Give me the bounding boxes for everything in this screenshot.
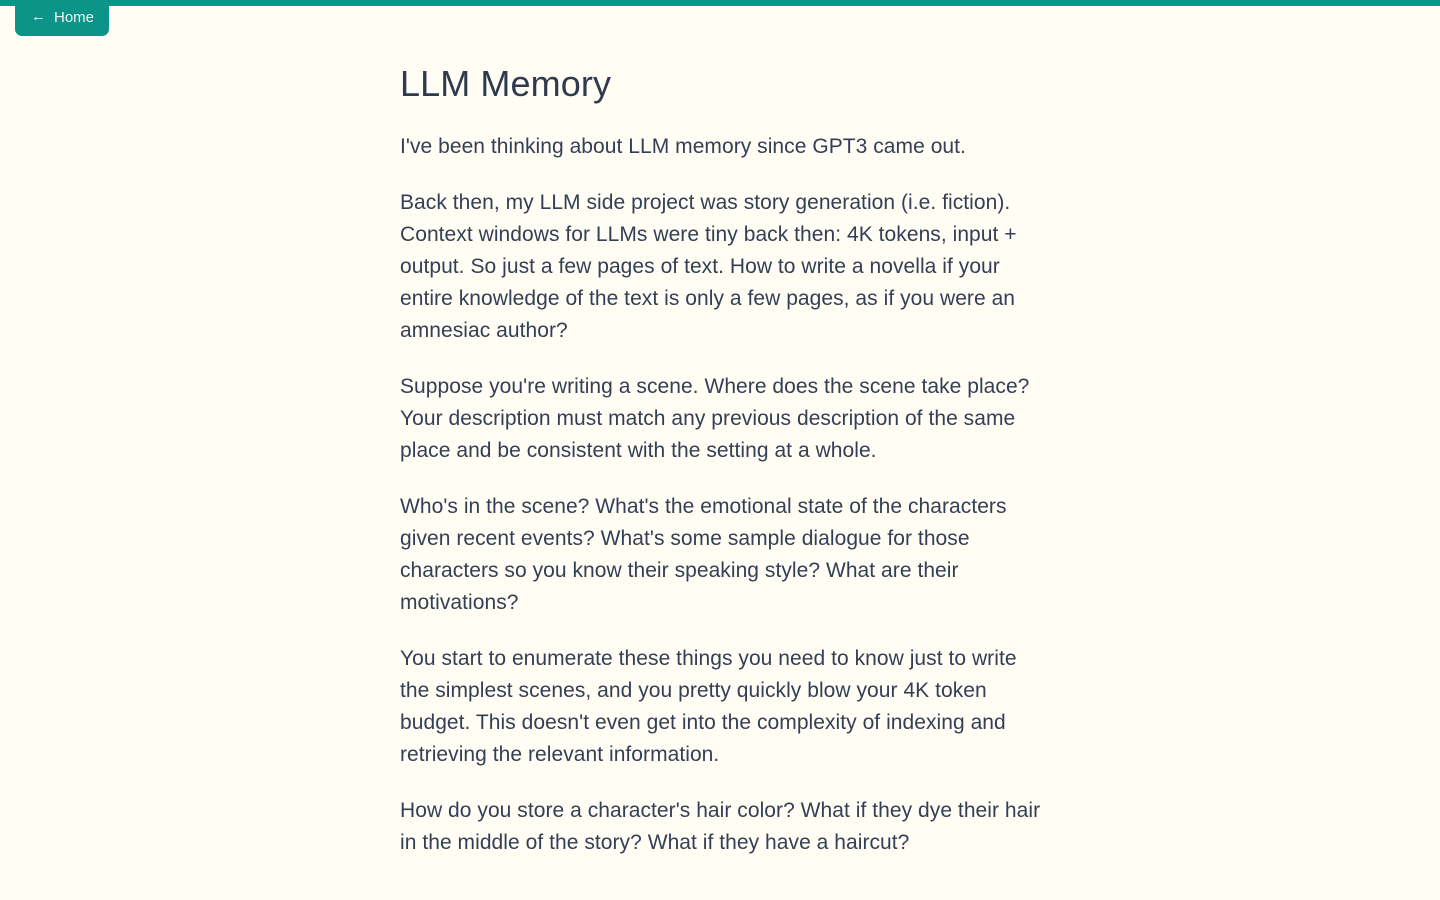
article-paragraph: Back then, my LLM side project was story generation (i.e. fiction). Context windows for LLMs were tiny back then: 4K tokens, input + output. So just a few pages of text. How to write a novella if your entire knowledge of the text is only a few pages, as if you were an amnesiac author? <box>400 191 1017 343</box>
arrow-left-icon: ← <box>31 7 46 25</box>
article-body <box>400 131 1042 859</box>
home-button-label: Home <box>54 8 95 26</box>
page-title: LLM Memory <box>400 63 612 104</box>
article-container <box>400 0 1042 859</box>
article-paragraph: I've been thinking about LLM memory since GPT3 came out. <box>400 135 966 159</box>
article-paragraph: You start to enumerate these things you need to know just to write the simplest scenes, and you pretty quickly blow your 4K token budget. This doesn't even get into the complexity of indexing and retrieving the relevant information. <box>400 647 1017 767</box>
article-paragraph: Suppose you're writing a scene. Where does the scene take place? Your description must match any previous description of the same place and be consistent with the setting at a whole. <box>400 375 1030 463</box>
article-paragraph: Who's in the scene? What's the emotional state of the characters given recent events? What's some sample dialogue for those characters so you know their speaking style? What are their motivations? <box>400 495 1007 615</box>
home-back-button[interactable] <box>15 0 109 36</box>
article-paragraph: How do you store a character's hair color? What if they dye their hair in the middle of the story? What if they have a haircut? <box>400 799 1041 855</box>
